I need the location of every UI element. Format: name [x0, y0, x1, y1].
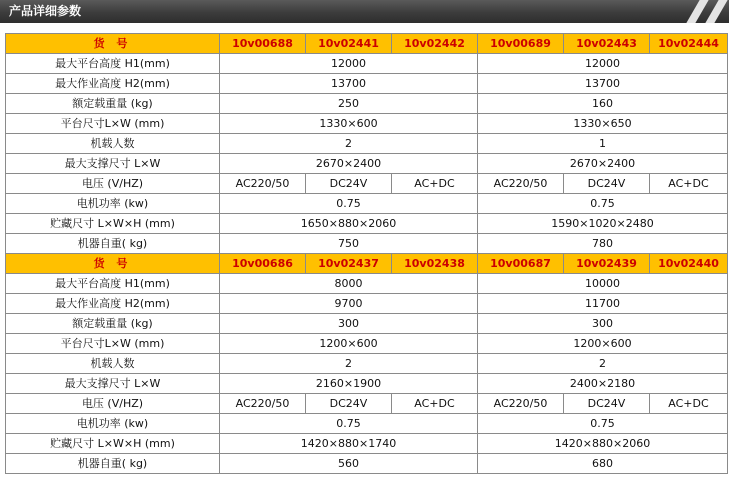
spec-value-group-b: 1200×600 [478, 334, 728, 354]
spec-value-group-a: 1650×880×2060 [220, 214, 478, 234]
spec-value-group-b: 13700 [478, 74, 728, 94]
spec-row [6, 374, 728, 394]
spec-value-group-a: 750 [220, 234, 478, 254]
spec-value: AC220/50 [478, 394, 564, 414]
spec-label: 最大作业高度 H2(mm) [6, 294, 220, 314]
spec-label: 平台尺寸L×W (mm) [6, 114, 220, 134]
spec-value-group-a: 2670×2400 [220, 154, 478, 174]
spec-value: DC24V [564, 174, 650, 194]
spec-value: AC+DC [392, 174, 478, 194]
model-number-cell: 10v00687 [478, 254, 564, 274]
spec-row [6, 174, 728, 194]
spec-row [6, 454, 728, 474]
model-number-cell: 10v00686 [220, 254, 306, 274]
spec-label: 机载人数 [6, 134, 220, 154]
spec-value-group-a: 13700 [220, 74, 478, 94]
spec-value-group-b: 12000 [478, 54, 728, 74]
spec-value-group-a: 0.75 [220, 194, 478, 214]
spec-value-group-a: 250 [220, 94, 478, 114]
spec-row [6, 214, 728, 234]
model-number-cell: 10v00688 [220, 34, 306, 54]
spec-value-group-b: 780 [478, 234, 728, 254]
spec-value: DC24V [564, 394, 650, 414]
spec-value-group-b: 2670×2400 [478, 154, 728, 174]
model-number-cell: 10v02441 [306, 34, 392, 54]
spec-label: 贮藏尺寸 L×W×H (mm) [6, 434, 220, 454]
model-number-cell: 10v02443 [564, 34, 650, 54]
spec-value-group-b: 2 [478, 354, 728, 374]
spec-value-group-b: 11700 [478, 294, 728, 314]
spec-row [6, 414, 728, 434]
spec-row [6, 294, 728, 314]
spec-value-group-a: 1330×600 [220, 114, 478, 134]
spec-row [6, 434, 728, 454]
spec-value: AC220/50 [478, 174, 564, 194]
spec-value-group-b: 680 [478, 454, 728, 474]
spec-value-group-b: 0.75 [478, 194, 728, 214]
model-number-cell: 10v02440 [650, 254, 728, 274]
spec-row [6, 134, 728, 154]
spec-value-group-a: 300 [220, 314, 478, 334]
model-number-cell: 10v02438 [392, 254, 478, 274]
spec-row [6, 54, 728, 74]
model-number-cell: 10v02442 [392, 34, 478, 54]
header-stripe-decoration [705, 0, 727, 23]
spec-row [6, 114, 728, 134]
spec-label: 额定载重量 (kg) [6, 314, 220, 334]
model-number-cell: 10v00689 [478, 34, 564, 54]
spec-label: 电压 (V/HZ) [6, 394, 220, 414]
spec-value-group-a: 1420×880×1740 [220, 434, 478, 454]
spec-label: 最大平台高度 H1(mm) [6, 54, 220, 74]
spec-label: 最大平台高度 H1(mm) [6, 274, 220, 294]
spec-label: 机器自重( kg) [6, 454, 220, 474]
model-number-label: 货 号 [6, 34, 220, 54]
spec-value-group-a: 2160×1900 [220, 374, 478, 394]
model-number-label: 货 号 [6, 254, 220, 274]
spec-label: 最大作业高度 H2(mm) [6, 74, 220, 94]
model-number-cell: 10v02444 [650, 34, 728, 54]
spec-label: 最大支撑尺寸 L×W [6, 374, 220, 394]
model-header-row [6, 254, 728, 274]
spec-value-group-a: 12000 [220, 54, 478, 74]
spec-value: AC+DC [650, 174, 728, 194]
spec-value-group-a: 2 [220, 354, 478, 374]
spec-label: 机器自重( kg) [6, 234, 220, 254]
section-title: 产品详细参数 [9, 4, 82, 18]
spec-row [6, 154, 728, 174]
product-spec-table [5, 33, 728, 474]
spec-label: 平台尺寸L×W (mm) [6, 334, 220, 354]
spec-value-group-b: 10000 [478, 274, 728, 294]
spec-value-group-a: 1200×600 [220, 334, 478, 354]
spec-value: DC24V [306, 394, 392, 414]
spec-row [6, 74, 728, 94]
spec-value: AC+DC [650, 394, 728, 414]
spec-label: 电机功率 (kw) [6, 414, 220, 434]
spec-value-group-b: 0.75 [478, 414, 728, 434]
spec-label: 贮藏尺寸 L×W×H (mm) [6, 214, 220, 234]
spec-label: 额定载重量 (kg) [6, 94, 220, 114]
spec-value-group-b: 2400×2180 [478, 374, 728, 394]
spec-row [6, 194, 728, 214]
model-number-cell: 10v02439 [564, 254, 650, 274]
spec-value-group-a: 8000 [220, 274, 478, 294]
model-number-cell: 10v02437 [306, 254, 392, 274]
spec-value-group-a: 560 [220, 454, 478, 474]
model-header-row [6, 34, 728, 54]
spec-label: 电机功率 (kw) [6, 194, 220, 214]
spec-label: 电压 (V/HZ) [6, 174, 220, 194]
spec-row [6, 334, 728, 354]
spec-value: AC220/50 [220, 394, 306, 414]
spec-value: AC+DC [392, 394, 478, 414]
spec-row [6, 354, 728, 374]
section-header-bar [0, 0, 729, 23]
spec-label: 机载人数 [6, 354, 220, 374]
spec-value-group-b: 1590×1020×2480 [478, 214, 728, 234]
spec-row [6, 274, 728, 294]
spec-value-group-a: 9700 [220, 294, 478, 314]
spec-value-group-b: 1330×650 [478, 114, 728, 134]
spec-row [6, 314, 728, 334]
spec-value-group-b: 160 [478, 94, 728, 114]
spec-value-group-a: 0.75 [220, 414, 478, 434]
spec-row [6, 394, 728, 414]
spec-value-group-b: 1420×880×2060 [478, 434, 728, 454]
header-stripe-decoration [686, 0, 708, 23]
spec-row [6, 234, 728, 254]
spec-value-group-a: 2 [220, 134, 478, 154]
spec-value-group-b: 1 [478, 134, 728, 154]
spec-value: AC220/50 [220, 174, 306, 194]
spec-value-group-b: 300 [478, 314, 728, 334]
spec-row [6, 94, 728, 114]
spec-label: 最大支撑尺寸 L×W [6, 154, 220, 174]
spec-value: DC24V [306, 174, 392, 194]
